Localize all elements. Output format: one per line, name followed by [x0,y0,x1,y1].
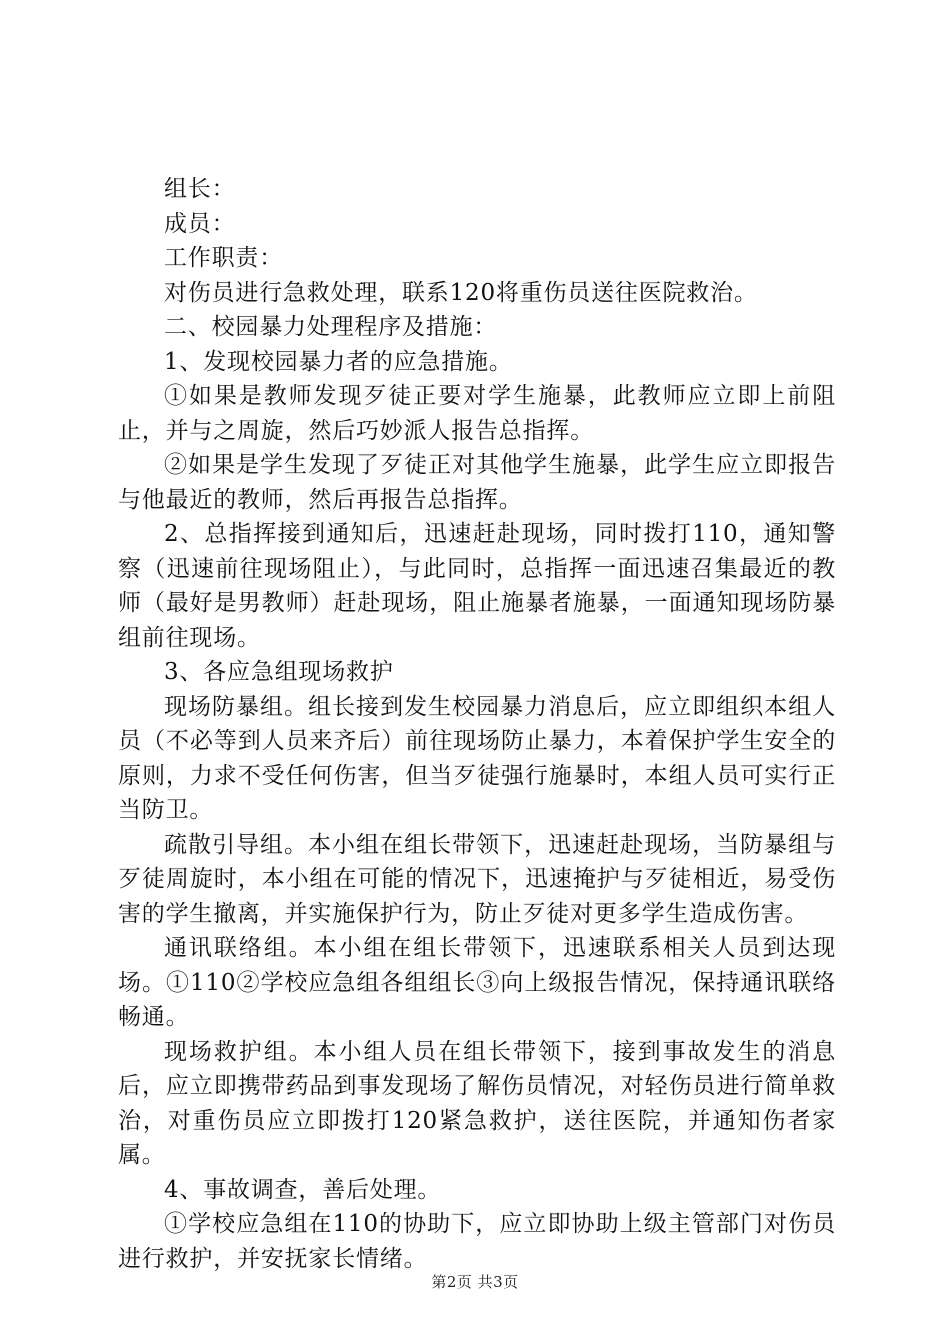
paragraph-step1-student: ②如果是学生发现了歹徒正对其他学生施暴，此学生应立即报告与他最近的教师，然后再报告总指挥。 [118,452,836,513]
document-body [118,172,836,1276]
step-heading-3: 3、各应急组现场救护 [164,659,394,685]
paragraph-team-leader: 组长： [164,176,236,202]
paragraph-communication-team: 通讯联络组。本小组在组长带领下，迅速联系相关人员到达现场。①110②学校应急组各组组长③向上级报告情况，保持通讯联络畅通。 [118,935,836,1030]
paragraph-members: 成员： [164,210,236,237]
page-number-footer: 第2页 共3页 [431,1273,519,1291]
paragraph-step4-investigation: ①学校应急组在110的协助下，应立即协助上级主管部门对伤员进行救护，并安抚家长情绪。 [118,1211,836,1272]
paragraph-step2: 2、总指挥接到通知后，迅速赶赴现场，同时拨打110，通知警察（迅速前往现场阻止），与此同时，总指挥一面迅速召集最近的教师（最好是男教师）赶赴现场，阻止施暴者施暴，一面通知现场防暴组前往现场。 [118,521,836,651]
paragraph-evacuation-team: 疏散引导组。本小组在组长带领下，迅速赶赴现场，当防暴组与歹徒周旋时，本小组在可能的情况下，迅速掩护与歹徒相近，易受伤害的学生撤离，并实施保护行为，防止歹徒对更多学生造成伤害。 [118,831,836,927]
section-heading-procedures: 二、校园暴力处理程序及措施： [164,314,498,340]
paragraph-riot-team: 现场防暴组。组长接到发生校园暴力消息后，应立即组织本组人员（不必等到人员来齐后）前往现场防止暴力，本着保护学生安全的原则，力求不受任何伤害，但当歹徒强行施暴时，本组人员可实行正当防卫。 [118,693,836,823]
step-heading-1: 1、发现校园暴力者的应急措施。 [164,348,513,375]
paragraph-duties: 对伤员进行急救处理，联系120将重伤员送往医院救治。 [164,279,758,306]
paragraph-rescue-team: 现场救护组。本小组人员在组长带领下，接到事故发生的消息后，应立即携带药品到事发现场了解伤员情况，对轻伤员进行简单救治，对重伤员应立即拨打120紧急救护，送往医院，并通知伤者家属。 [118,1038,836,1168]
step-heading-4: 4、事故调查，善后处理。 [164,1176,442,1203]
paragraph-step1-teacher: ①如果是教师发现歹徒正要对学生施暴，此教师应立即上前阻止，并与之周旋，然后巧妙派人报告总指挥。 [118,383,836,444]
paragraph-duties-heading: 工作职责： [164,245,283,271]
